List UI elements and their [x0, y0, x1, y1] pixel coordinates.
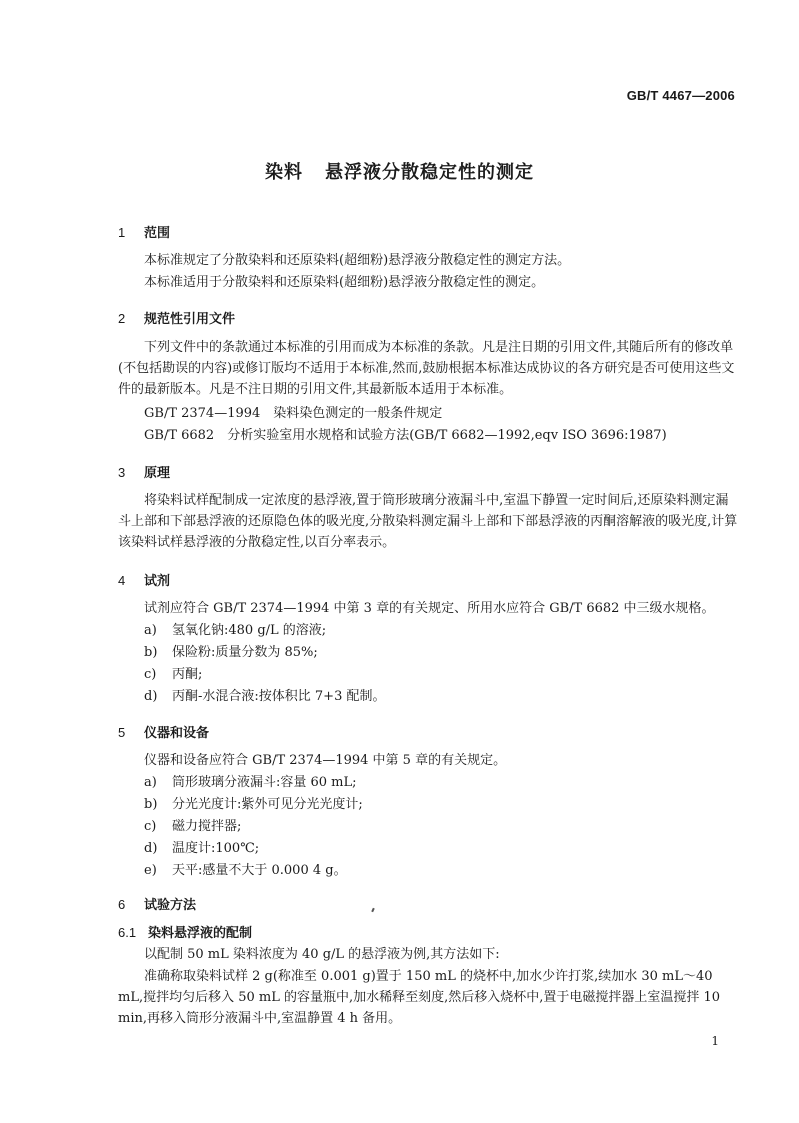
list-marker: c) [144, 667, 157, 682]
section-title: 规范性引用文件 [144, 312, 236, 327]
subsection-number: 6.1 [118, 925, 137, 940]
section-5-intro: 仪器和设备应符合 GB/T 2374—1994 中第 5 章的有关规定。 [144, 753, 507, 768]
section-2-heading [118, 308, 235, 327]
list-marker: a) [144, 775, 157, 790]
section-1-para-1: 本标准规定了分散染料和还原染料(超细粉)悬浮液分散稳定性的测定方法。 [144, 253, 571, 268]
reagent-item [144, 664, 202, 685]
section-number: 6 [118, 897, 126, 912]
list-text: 天平:感量不大于 0.000 4 g。 [172, 863, 347, 878]
document-title [0, 158, 799, 184]
page-number: 1 [711, 1034, 719, 1048]
equipment-item [144, 772, 357, 793]
list-marker: e) [144, 863, 157, 878]
normative-ref-2: GB/T 6682 分析实验室用水规格和试验方法(GB/T 6682—1992,eqv ISO 3696:1987) [144, 428, 667, 443]
subsection-6-1-heading [118, 922, 252, 941]
section-5-heading [118, 722, 209, 741]
reagent-item [144, 620, 326, 641]
equipment-item [144, 860, 347, 881]
list-marker: a) [144, 623, 157, 638]
equipment-item [144, 816, 241, 837]
section-number: 5 [118, 725, 126, 740]
equipment-item [144, 794, 363, 815]
section-6-heading [118, 894, 196, 913]
list-text: 保险粉:质量分数为 85%; [172, 645, 318, 660]
title-part-1: 染料 [265, 162, 303, 183]
section-number: 4 [118, 573, 126, 588]
section-title: 范围 [144, 226, 171, 241]
scan-speck [371, 908, 375, 912]
list-marker: d) [144, 689, 158, 704]
section-1-para-2: 本标准适用于分散染料和还原染料(超细粉)悬浮液分散稳定性的测定。 [144, 275, 545, 290]
list-marker: b) [144, 797, 158, 812]
reagent-item [144, 642, 318, 663]
list-marker: c) [144, 819, 157, 834]
section-title: 原理 [144, 466, 171, 481]
section-number: 3 [118, 465, 126, 480]
section-4-intro: 试剂应符合 GB/T 2374—1994 中第 3 章的有关规定、所用水应符合 GB/T 6682 中三级水规格。 [144, 601, 715, 616]
section-title: 试验方法 [144, 898, 197, 913]
title-part-2: 悬浮液分散稳定性的测定 [325, 162, 534, 183]
standard-code: GB/T 4467—2006 [626, 88, 735, 103]
list-text: 磁力搅拌器; [172, 819, 242, 834]
section-title: 试剂 [144, 574, 171, 589]
list-text: 氢氧化钠:480 g/L 的溶液; [172, 623, 327, 638]
equipment-item [144, 838, 259, 859]
section-4-heading [118, 570, 170, 589]
section-3-heading [118, 462, 170, 481]
subsection-title: 染料悬浮液的配制 [148, 926, 253, 941]
list-marker: b) [144, 645, 158, 660]
subsection-6-1-para-1: 以配制 50 mL 染料浓度为 40 g/L 的悬浮液为例,其方法如下: [144, 947, 500, 962]
list-text: 丙酮; [172, 667, 203, 682]
section-number: 2 [118, 311, 126, 326]
normative-ref-1: GB/T 2374—1994 染料染色测定的一般条件规定 [144, 406, 443, 421]
list-text: 筒形玻璃分液漏斗:容量 60 mL; [172, 775, 357, 790]
list-marker: d) [144, 841, 158, 856]
section-1-heading [118, 222, 170, 241]
section-title: 仪器和设备 [144, 726, 210, 741]
section-2-para-1: 下列文件中的条款通过本标准的引用而成为本标准的条款。凡是注日期的引用文件,其随后所有的修改单(不包括勘误的内容)或修订版均不适用于本标准,然而,鼓励根据本标准达成协议的各方研究是否可使用这些文件的最新版本。凡是不注日期的引用文件,其最新版本适用于本标准。 [118, 340, 735, 397]
list-text: 分光光度计:紫外可见分光光度计; [172, 797, 363, 812]
reagent-item [144, 686, 385, 707]
list-text: 丙酮-水混合液:按体积比 7+3 配制。 [172, 689, 386, 704]
list-text: 温度计:100℃; [172, 841, 260, 856]
section-3-para-1: 将染料试样配制成一定浓度的悬浮液,置于筒形玻璃分液漏斗中,室温下静置一定时间后,还原染料测定漏斗上部和下部悬浮液的还原隐色体的吸光度,分散染料测定漏斗上部和下部悬浮液的丙酮溶解液的吸光度,计算该染料试样悬浮液的分散稳定性,以百分率表示。 [118, 493, 738, 550]
subsection-6-1-para-2: 准确称取染料试样 2 g(称准至 0.001 g)置于 150 mL 的烧杯中,加水少许打浆,续加水 30 mL～40 mL,搅拌均匀后移入 50 mL 的容量瓶中,加水稀释至刻度,然后移入烧杯中,置于电磁搅拌器上室温搅拌 10 min,再移入筒形分液漏斗中,室温静置 4 h 备用。 [118, 969, 721, 1026]
section-number: 1 [118, 225, 126, 240]
